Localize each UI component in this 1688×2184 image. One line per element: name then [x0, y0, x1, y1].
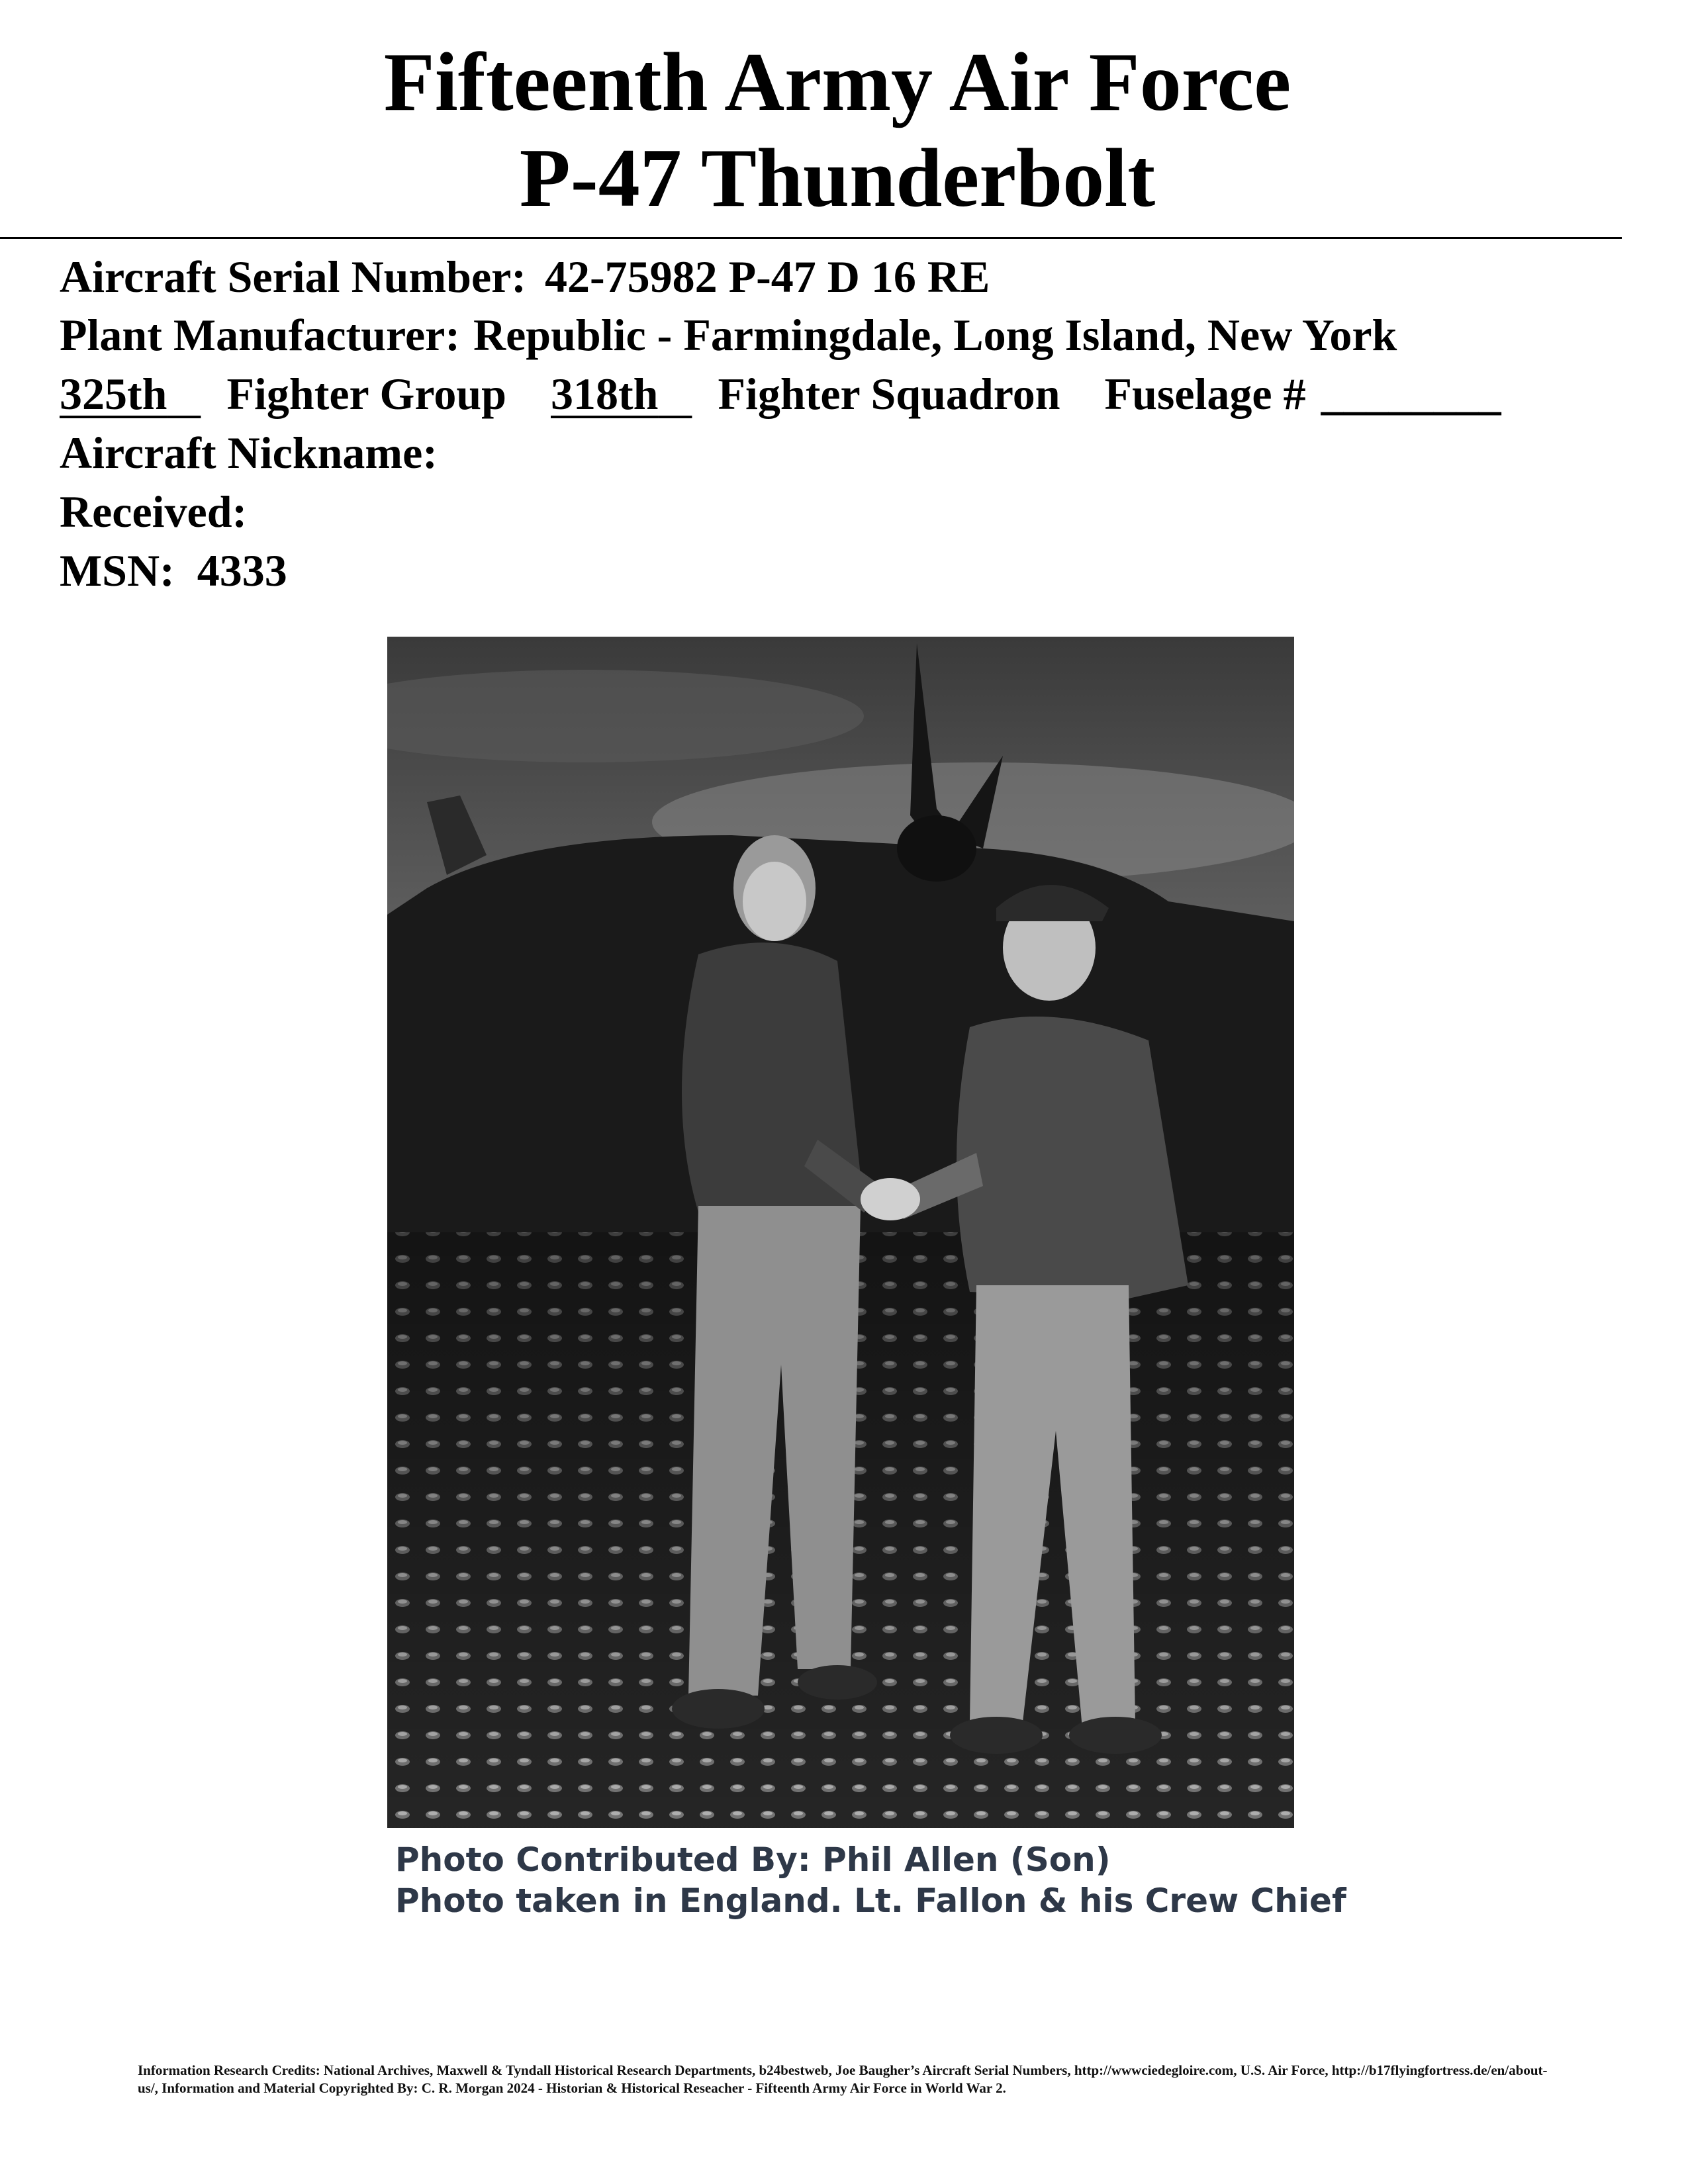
page-title: Fifteenth Army Air Force — [383, 36, 1291, 128]
serial-number-label: Aircraft Serial Number: — [60, 251, 526, 302]
plant-manufacturer-label: Plant Manufacturer: — [60, 310, 460, 360]
photo-caption-credit: Photo Contributed By: Phil Allen (Son) — [395, 1841, 1111, 1879]
msn-row — [60, 544, 287, 597]
received-label: Received: — [60, 486, 248, 537]
unit-row — [60, 367, 1501, 420]
msn-label: MSN: — [60, 545, 175, 596]
serial-number-value: 42-75982 P-47 D 16 RE — [544, 251, 990, 302]
header-divider — [0, 237, 1622, 239]
plant-manufacturer-row — [60, 308, 1397, 361]
received-row — [60, 485, 247, 538]
fighter-group-value: 325th — [60, 369, 167, 419]
photo-caption-description: Photo taken in England. Lt. Fallon & his Crew Chief — [395, 1882, 1346, 1920]
fighter-group-label: Fighter Group — [226, 369, 506, 419]
fighter-squadron-value: 318th — [550, 369, 659, 419]
footer-credits: Information Research Credits: National Archives, Maxwell & Tyndall Historical Research Departments, b24bestweb, Joe Baugher’s Aircraft Serial Numbers, http://wwwciedegloire.com, U.S. Air Force, http://b17flyingfortress.de/en/about-us/, Information and Material Copyrighted By: C. R. Morgan 2024 - Historian & Historical Reseacher - Fifteenth Army Air Force in World War 2. — [138, 2062, 1548, 2096]
page-subtitle: P-47 Thunderbolt — [519, 132, 1156, 224]
fuselage-blank: ________ — [1321, 369, 1501, 419]
msn-value: 4333 — [197, 545, 287, 596]
fighter-squadron-label: Fighter Squadron — [718, 369, 1060, 419]
serial-number-row — [60, 250, 990, 303]
nickname-row — [60, 426, 438, 479]
fuselage-label: Fuselage # — [1104, 369, 1306, 419]
plant-manufacturer-value: Republic - Farmingdale, Long Island, New York — [473, 310, 1397, 360]
nickname-label: Aircraft Nickname: — [60, 428, 438, 478]
historical-photo — [387, 637, 1294, 1828]
